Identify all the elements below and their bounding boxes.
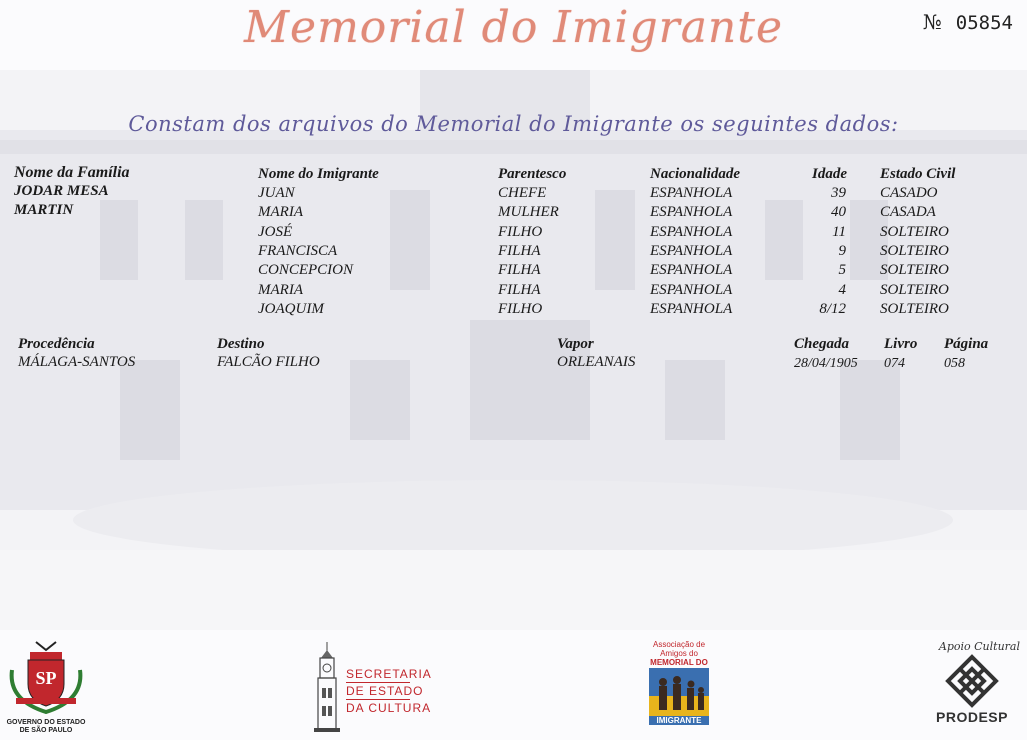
header-civil-status: Estado Civil — [880, 166, 956, 182]
cell-relation: CHEFE — [498, 185, 547, 201]
cell-nationality: ESPANHOLA — [650, 242, 733, 259]
certificate-number-value: 05854 — [955, 12, 1013, 34]
cell-name: CONCEPCION — [258, 262, 354, 279]
association-text-line: Amigos do — [660, 649, 698, 658]
document-title: Memorial do Imigrante — [243, 2, 783, 53]
cell-age: 9 — [838, 242, 846, 259]
government-caption-line: GOVERNO DO ESTADO — [6, 719, 86, 726]
coat-of-arms-icon — [6, 640, 86, 714]
cell-relation: FILHA — [498, 242, 541, 259]
cell-age: 5 — [838, 262, 846, 279]
cell-name: JOSÉ — [258, 223, 293, 240]
cell-nationality: ESPANHOLA — [650, 223, 733, 240]
arrival-label: Chegada — [794, 336, 850, 352]
family-name-line: MARTIN — [14, 202, 74, 218]
cell-civil: SOLTEIRO — [880, 223, 949, 240]
destination-label: Destino — [217, 336, 265, 352]
cell-civil: SOLTEIRO — [880, 242, 949, 259]
association-text-line: Associação de — [652, 640, 706, 649]
header-age: Idade — [812, 166, 847, 182]
header-relation: Parentesco — [498, 166, 567, 182]
cell-relation: FILHO — [498, 300, 543, 317]
family-name-line: JODAR MESA — [14, 183, 109, 199]
cell-age: 39 — [831, 185, 846, 201]
association-bottom-label: IMIGRANTE — [649, 716, 709, 725]
family-label: Nome da Família — [14, 164, 130, 181]
ship-label: Vapor — [557, 336, 594, 352]
ship-value: ORLEANAIS — [557, 354, 636, 370]
cell-nationality: ESPANHOLA — [650, 300, 733, 317]
arrival-value: 28/04/1905 — [794, 356, 858, 371]
header-name: Nome do Imigrante — [258, 166, 379, 182]
page-value: 058 — [944, 356, 965, 371]
cell-name: JUAN — [258, 185, 295, 201]
secretaria-text-line: SECRETARIA — [346, 667, 432, 681]
prodesp-label: PRODESP — [936, 709, 1008, 725]
number-symbol: № — [922, 10, 942, 34]
sao-paulo-government-logo — [6, 640, 86, 736]
cell-civil: SOLTEIRO — [880, 281, 949, 298]
cell-civil: SOLTEIRO — [880, 262, 949, 279]
association-text-line: MEMORIAL DO — [650, 658, 708, 667]
destination-value: FALCÃO FILHO — [217, 354, 320, 370]
family-column — [14, 164, 130, 220]
government-caption-line: DE SÃO PAULO — [19, 727, 73, 734]
cell-name: JOAQUIM — [258, 300, 324, 317]
associacao-amigos-logo — [646, 640, 712, 736]
book-value: 074 — [884, 356, 905, 371]
cell-age: 40 — [831, 204, 846, 221]
book-label: Livro — [884, 336, 918, 352]
secretaria-text-line: DA CULTURA — [346, 701, 432, 715]
certificate-number — [923, 10, 1013, 34]
cell-name: FRANCISCA — [258, 242, 338, 259]
cell-relation: FILHA — [498, 262, 541, 279]
cell-relation: FILHO — [498, 223, 543, 240]
page-label: Página — [944, 336, 989, 352]
cell-age: 4 — [838, 281, 846, 298]
cell-civil: CASADA — [880, 204, 936, 221]
prodesp-logo — [920, 640, 1024, 736]
cell-relation: FILHA — [498, 281, 541, 298]
svg-text:SP: SP — [35, 668, 57, 688]
secretaria-text-line: DE ESTADO — [346, 684, 424, 698]
apoio-cultural-label: Apoio Cultural — [938, 640, 1020, 653]
origin-label: Procedência — [18, 336, 95, 352]
cell-nationality: ESPANHOLA — [650, 185, 733, 201]
immigrant-family-icon — [649, 668, 709, 716]
secretaria-cultura-logo — [312, 642, 432, 736]
cell-name: MARIA — [258, 281, 303, 298]
prodesp-emblem-icon — [942, 653, 1002, 709]
document-subtitle: Constam dos arquivos do Memorial do Imigrante os seguintes dados: — [128, 112, 899, 136]
cell-nationality: ESPANHOLA — [650, 204, 733, 221]
origin-value: MÁLAGA-SANTOS — [18, 354, 136, 370]
cell-nationality: ESPANHOLA — [650, 281, 733, 298]
cell-civil: CASADO — [880, 185, 938, 201]
cell-name: MARIA — [258, 204, 303, 221]
header-nationality: Nacionalidade — [650, 166, 740, 182]
cell-age: 11 — [832, 223, 846, 240]
building-background-image — [0, 70, 1027, 630]
tower-icon — [312, 642, 342, 734]
cell-nationality: ESPANHOLA — [650, 262, 733, 279]
cell-relation: MULHER — [498, 204, 559, 221]
cell-age: 8/12 — [819, 300, 846, 317]
cell-civil: SOLTEIRO — [880, 300, 949, 317]
